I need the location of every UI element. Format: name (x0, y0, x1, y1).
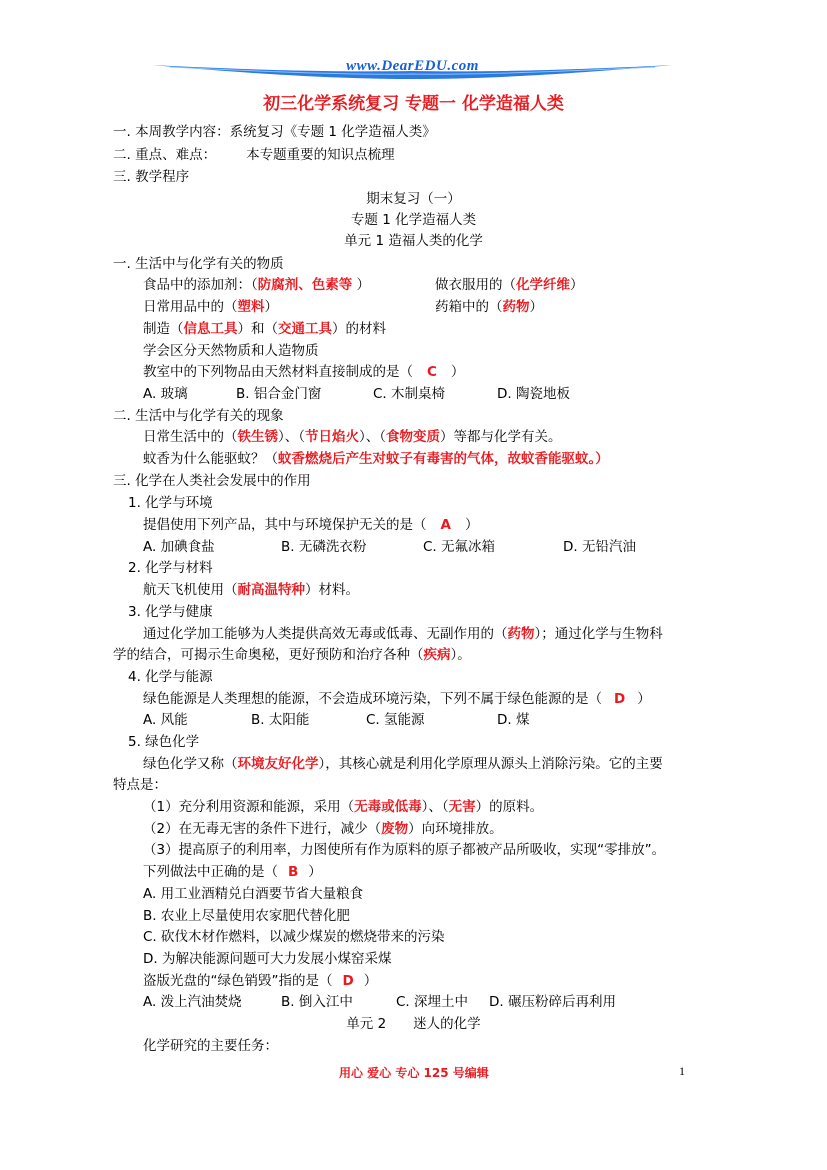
heading-topic: 专题 1 化学造福人类 (350, 212, 477, 228)
text-line: （3）提高原子的利用率，力图使所有作为原料的原子都被产品所吸收，实现“零排放”。 (143, 842, 666, 858)
text-line: 特点是： (113, 777, 167, 793)
section-heading: 二. 生活中与化学有关的现象 (113, 408, 284, 424)
site-logo-text[interactable]: www.DearEDU.com (346, 58, 479, 74)
text-line: 制造（信息工具）和（交通工具）的材料 (143, 321, 386, 337)
text-line: 通过化学加工能够为人类提供高效无毒或低毒、无副作用的（药物）；通过化学与生物科 (143, 626, 663, 642)
option: D. 煤 (497, 712, 530, 728)
option: D. 碾压粉碎后再利用 (489, 994, 616, 1010)
section-heading: 三. 化学在人类社会发展中的作用 (113, 473, 311, 489)
option: C. 无氟冰箱 (423, 539, 496, 555)
heading-unit2: 单元 2 迷人的化学 (346, 1016, 481, 1032)
question-line: 蚊香为什么能驱蚊？（蚊香燃烧后产生对蚊子有毒害的气体，故蚊香能驱蚊。） (143, 451, 609, 467)
option: D. 陶瓷地板 (497, 386, 570, 402)
footer-text: 用心 爱心 专心 125 号编辑 (339, 1066, 489, 1080)
answer-mark: D (614, 691, 626, 707)
section-content: 一. 本周教学内容：系统复习《专题 1 化学造福人类》 (113, 124, 436, 140)
heading-review: 期末复习（一） (366, 191, 461, 207)
answer-mark: A (440, 517, 451, 533)
answer-mark: D (342, 973, 354, 989)
page-title: 初三化学系统复习 专题一 化学造福人类 (263, 94, 564, 114)
option: A. 用工业酒精兑白酒要节省大量粮食 (143, 886, 364, 902)
option: D. 无铅汽油 (563, 539, 636, 555)
question-line: 盗版光盘的“绿色销毁”指的是（ D ） (143, 973, 378, 989)
question-line: 教室中的下列物品由天然材料直接制成的是（ C ） (143, 364, 465, 380)
section-heading: 一. 生活中与化学有关的物质 (113, 256, 284, 272)
answer-mark: C (427, 364, 437, 380)
subheading: 2. 化学与材料 (128, 560, 213, 576)
text-line: 航天飞机使用（耐高温特种）材料。 (143, 582, 359, 598)
text-line: 食品中的添加剂：（防腐剂、色素等 ） (143, 277, 371, 293)
subheading: 3. 化学与健康 (128, 604, 213, 620)
text-line: 药箱中的（药物） (435, 299, 543, 315)
option: C. 砍伐木材作燃料，以减少煤炭的燃烧带来的污染 (143, 929, 445, 945)
subheading: 4. 化学与能源 (128, 669, 213, 685)
option: D. 为解决能源问题可大力发展小煤窑采煤 (143, 951, 392, 967)
option: B. 铝合金门窗 (236, 386, 322, 402)
section-procedure: 三. 教学程序 (113, 169, 190, 185)
option: C. 氢能源 (366, 712, 425, 728)
keypoints-label: 二. 重点、难点： (113, 147, 217, 163)
option: B. 无磷洗衣粉 (281, 539, 367, 555)
text-line: 学会区分天然物质和人造物质 (143, 343, 319, 359)
text-line: 日常生活中的（铁生锈）、（节日焰火）、（食物变质）等都与化学有关。 (143, 429, 562, 445)
text-line: 日常用品中的（塑料） (143, 299, 278, 315)
option: A. 风能 (143, 712, 188, 728)
text-line: 绿色化学又称（环境友好化学），其核心就是利用化学原理从源头上消除污染。它的主要 (143, 756, 663, 772)
text-line: （1）充分利用资源和能源，采用（无毒或低毒）、（无害）的原料。 (143, 799, 544, 815)
section-keypoints (113, 146, 395, 164)
option: B. 太阳能 (251, 712, 310, 728)
option: C. 木制桌椅 (373, 386, 446, 402)
text-line: （2）在无毒无害的条件下进行，减少（废物）向环境排放。 (143, 821, 503, 837)
option: A. 加碘食盐 (143, 539, 215, 555)
site-header-logo (150, 55, 675, 87)
subheading: 5. 绿色化学 (128, 734, 200, 750)
option: B. 农业上尽量使用农家肥代替化肥 (143, 908, 350, 924)
answer-mark: B (288, 864, 299, 880)
question-line: 绿色能源是人类理想的能源，不会造成环境污染，下列不属于绿色能源的是（ D ） (143, 691, 651, 707)
option: A. 玻璃 (143, 386, 188, 402)
option: A. 泼上汽油焚烧 (143, 994, 242, 1010)
heading-unit1: 单元 1 造福人类的化学 (344, 233, 483, 249)
page-number: 1 (679, 1064, 685, 1078)
question-line: 提倡使用下列产品，其中与环境保护无关的是（ A ） (143, 517, 479, 533)
text-line: 学的结合，可揭示生命奥秘，更好预防和治疗各种（疾病）。 (113, 647, 471, 663)
text-line: 化学研究的主要任务： (143, 1038, 278, 1054)
text-line: 做衣服用的（化学纤维） (435, 277, 584, 293)
subheading: 1. 化学与环境 (128, 495, 213, 511)
option: C. 深埋土中 (396, 994, 469, 1010)
option: B. 倒入江中 (281, 994, 353, 1010)
keypoints-text: 本专题重要的知识点梳理 (246, 147, 395, 163)
question-line: 下列做法中正确的是（ B ） (143, 864, 322, 880)
